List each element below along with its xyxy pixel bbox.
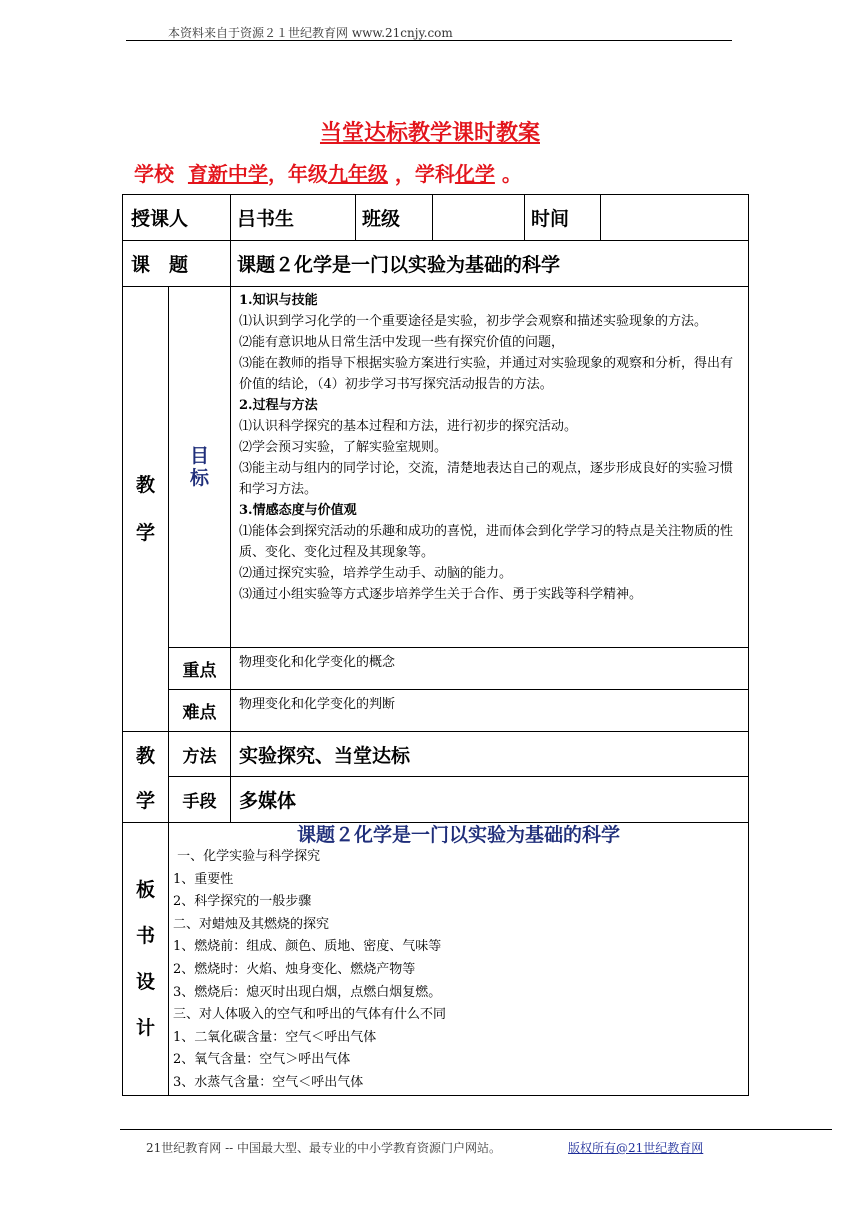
teacher-label: 授课人 bbox=[123, 195, 231, 241]
goal-item: ⑶能在教师的指导下根据实验方案进行实验，并通过对实验现象的观察和分析，得出有价值的结论，（4）初步学习书写探究活动报告的方法。 bbox=[239, 356, 734, 392]
board-line: 3、水蒸气含量：空气＜呼出气体 bbox=[173, 1074, 364, 1090]
topic-label: 课 题 bbox=[123, 241, 231, 287]
goals-label-text: 目标 bbox=[189, 445, 209, 489]
method-label-char-2: 学 bbox=[123, 777, 169, 823]
board-line: 一、化学实验与科学探究 bbox=[173, 849, 321, 864]
goal-heading: 3.情感态度与价值观 bbox=[239, 503, 357, 518]
board-line: 2、科学探究的一般步骤 bbox=[173, 894, 312, 910]
teaching-label bbox=[123, 287, 169, 732]
grade-label: ，年级 bbox=[267, 162, 328, 186]
board-line: 三、对人体吸入的空气和呼出的气体有什么不同 bbox=[173, 1007, 447, 1023]
subtitle-end: 。 bbox=[501, 162, 522, 186]
copyright-link[interactable]: 版权所有@21世纪教育网 bbox=[568, 1141, 704, 1155]
school-label: 学校 bbox=[134, 162, 174, 186]
goals-label bbox=[169, 287, 231, 648]
time-value bbox=[601, 195, 749, 241]
class-label: 班级 bbox=[356, 195, 433, 241]
goal-item: ⑵学会预习实验，了解实验室规则。 bbox=[239, 440, 448, 455]
difficult-point-value: 物理变化和化学变化的判断 bbox=[231, 690, 749, 732]
difficult-point-label: 难点 bbox=[169, 690, 231, 732]
topic-value: 课题２化学是一门以实验为基础的科学 bbox=[231, 241, 749, 287]
board-title: 课题２化学是一门以实验为基础的科学 bbox=[297, 824, 621, 846]
board-design-label bbox=[123, 823, 169, 1096]
board-label-char: 书 bbox=[135, 925, 155, 947]
teaching-label-char-1: 教 bbox=[135, 474, 155, 496]
board-label-char: 计 bbox=[135, 1017, 155, 1039]
teaching-label-char-2: 学 bbox=[135, 522, 155, 544]
board-line: 1、二氧化碳含量：空气＜呼出气体 bbox=[173, 1029, 377, 1045]
page-title: 当堂达标教学课时教案 bbox=[319, 121, 540, 146]
board-label-char: 设 bbox=[135, 971, 155, 993]
lesson-plan-table bbox=[122, 194, 749, 1096]
goal-heading: 1.知识与技能 bbox=[239, 293, 318, 308]
key-point-value: 物理变化和化学变化的概念 bbox=[231, 648, 749, 690]
school-value: 育新中学 bbox=[187, 162, 268, 186]
goal-item: ⑴能体会到探究活动的乐趣和成功的喜悦，进而体会到化学学习的特点是关注物质的性质、变化、变化过程及其现象等。 bbox=[239, 524, 734, 560]
footer-divider bbox=[120, 1129, 832, 1130]
board-lines bbox=[169, 846, 748, 1095]
means-value: 多媒体 bbox=[231, 777, 749, 823]
subtitle-line bbox=[134, 158, 522, 187]
page-footer bbox=[146, 1139, 704, 1156]
board-line: 2、氧气含量：空气＞呼出气体 bbox=[173, 1052, 351, 1068]
means-label: 手段 bbox=[169, 777, 231, 823]
method-label: 方法 bbox=[169, 732, 231, 777]
grade-value: 九年级 bbox=[327, 162, 388, 186]
goal-item: ⑴认识科学探究的基本过程和方法，进行初步的探究活动。 bbox=[239, 419, 578, 434]
goal-item: ⑵能有意识地从日常生活中发现一些有探究价值的问题， bbox=[239, 335, 565, 350]
key-point-label: 重点 bbox=[169, 648, 231, 690]
footer-text: 21世纪教育网 -- 中国最大型、最专业的中小学教育资源门户网站。 bbox=[146, 1141, 502, 1155]
goals-content bbox=[231, 287, 749, 648]
class-value bbox=[433, 195, 525, 241]
board-label-char: 板 bbox=[135, 879, 155, 901]
subject-value: 化学 bbox=[454, 162, 495, 186]
teacher-value: 吕书生 bbox=[231, 195, 356, 241]
board-design-content bbox=[169, 823, 749, 1096]
board-line: 3、燃烧后：熄灭时出现白烟，点燃白烟复燃。 bbox=[173, 984, 442, 1000]
board-line: 二、对蜡烛及其燃烧的探究 bbox=[173, 916, 330, 932]
time-label: 时间 bbox=[525, 195, 601, 241]
board-line: 1、燃烧前：组成、颜色、质地、密度、气味等 bbox=[173, 939, 442, 955]
method-label-char-1: 教 bbox=[123, 732, 169, 777]
goal-item: ⑴认识到学习化学的一个重要途径是实验，初步学会观察和描述实验现象的方法。 bbox=[239, 314, 708, 329]
board-line: 2、燃烧时：火焰、烛身变化、燃烧产物等 bbox=[173, 961, 416, 977]
board-line: 1、重要性 bbox=[173, 871, 234, 887]
goal-item: ⑶能主动与组内的同学讨论，交流，清楚地表达自己的观点，逐步形成良好的实验习惯和学习方法。 bbox=[239, 461, 734, 497]
page-header-source: 本资料来自于资源２１世纪教育网 www.21cnjy.com bbox=[168, 26, 453, 40]
goal-item: ⑶通过小组实验等方式逐步培养学生关于合作、勇于实践等科学精神。 bbox=[239, 587, 643, 602]
header-divider bbox=[126, 40, 732, 41]
goal-item: ⑵通过探究实验，培养学生动手、动脑的能力。 bbox=[239, 566, 513, 581]
method-value: 实验探究、当堂达标 bbox=[231, 732, 749, 777]
goal-heading: 2.过程与方法 bbox=[239, 398, 318, 413]
subject-label: ，学科 bbox=[394, 162, 455, 186]
